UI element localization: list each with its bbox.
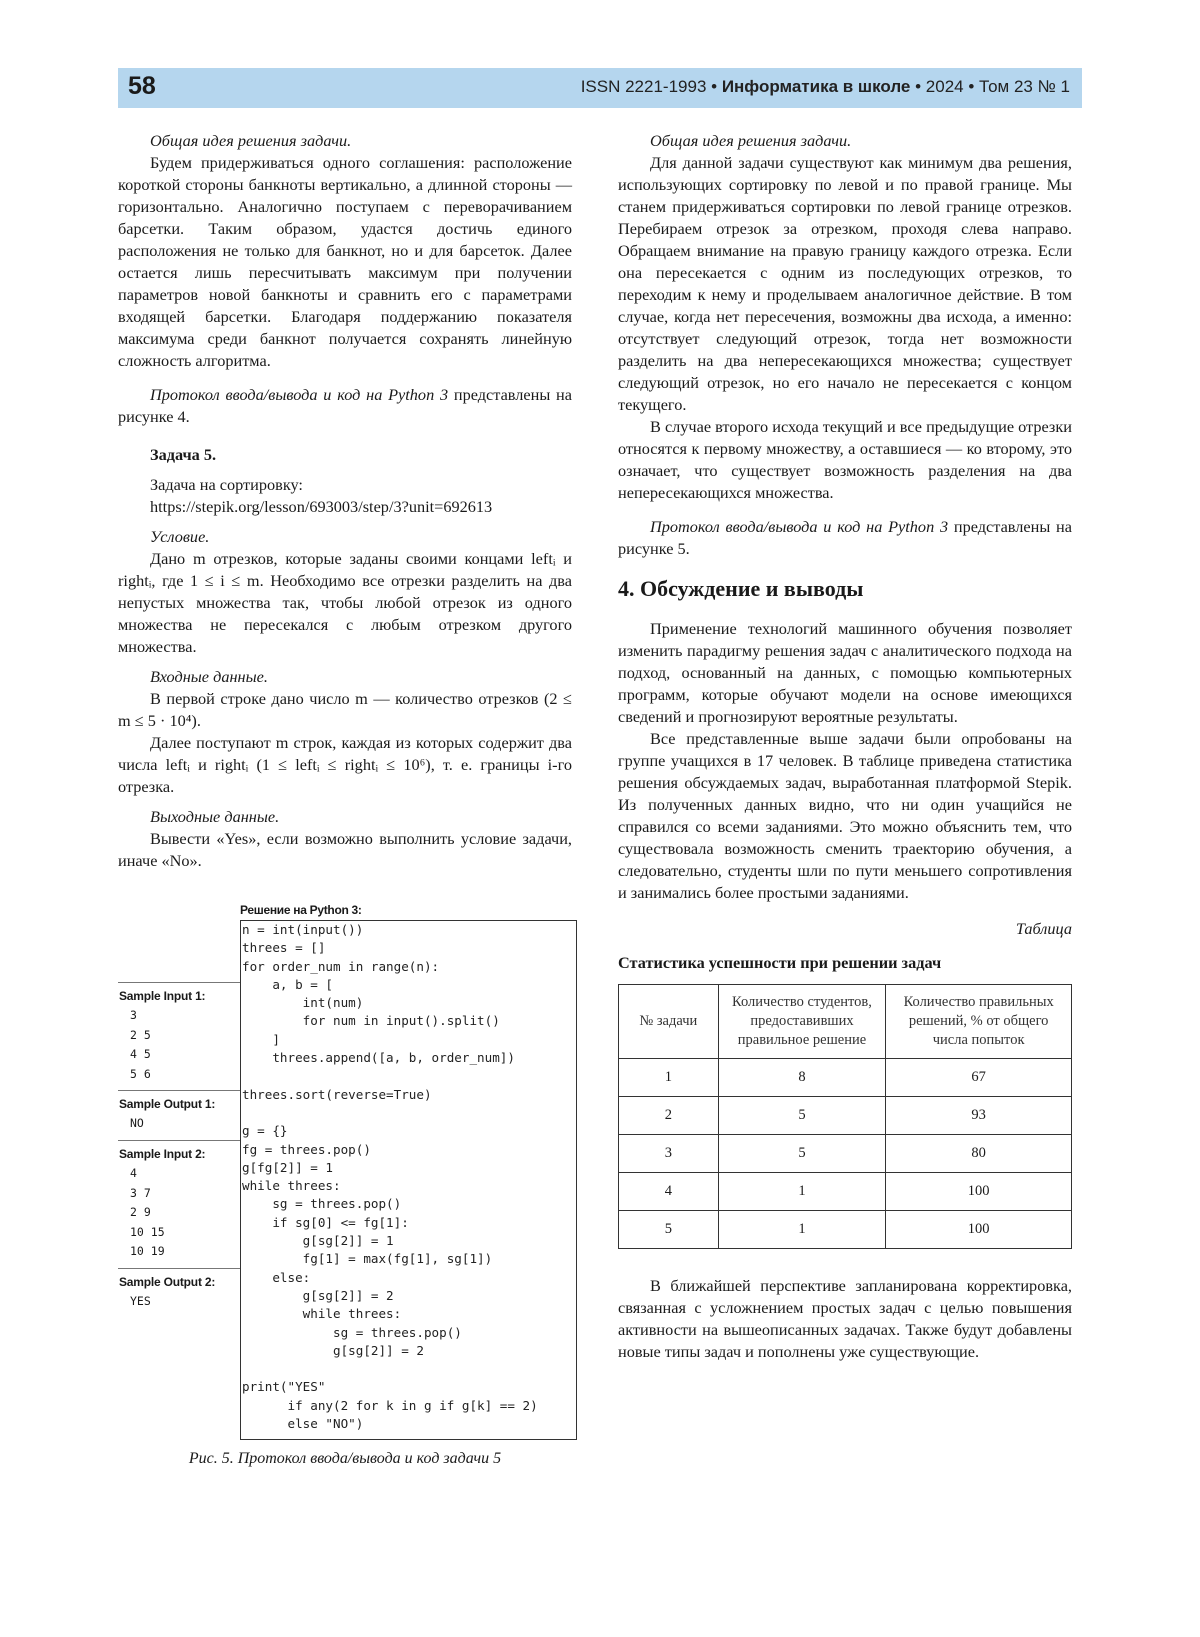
protocol-ref-italic: Протокол ввода/вывода и код на Python 3 (150, 385, 449, 404)
sample-text: NO (130, 1116, 144, 1130)
sample-output-2 (118, 1268, 240, 1312)
sample-output-1 (118, 1090, 240, 1134)
discussion-paragraph-2: Все представленные выше задачи были опробованы на группе учащихся в 17 человек. В таблице приведена статистика решения обсуждаемых задач, выработанная платформой Stepik. Из полученных данных видно, что ни один учащийся не справился со всеми заданиями. Это можно объяснить тем, что существовала возможность сменить траекторию обучения, а следовательно, студенты шли по пути меньшего сопротивления и занимались более простыми заданиями. (618, 729, 1072, 902)
page-header (118, 68, 1082, 108)
task-description: Задача на сортировку: (150, 475, 303, 494)
code-listing (240, 920, 577, 1440)
output-text: Вывести «Yes», если возможно выполнить условие задачи, иначе «No». (118, 829, 572, 870)
condition-text: Дано m отрезков, которые заданы своими концами leftᵢ и rightᵢ, где 1 ≤ i ≤ m. Необходимо все отрезки разделить на два непустых множества так, чтобы любой отрезок из одного множества не пересекался с любым отрезком другого множества. (118, 549, 572, 656)
task-url[interactable]: https://stepik.org/lesson/693003/step/3?unit=692613 (150, 497, 493, 516)
discussion-paragraph-3: В ближайшей перспективе запланирована корректировка, связанная с усложнением простых задач с целью повышения активности на вышеописанных задачах. Также будут добавлены новые типы задач и пополнены уже существующие. (618, 1276, 1072, 1361)
journal-volume: Том 23 № 1 (979, 77, 1070, 96)
table-cell: 93 (886, 1097, 1072, 1135)
table-cell: 100 (886, 1173, 1072, 1211)
journal-year: 2024 (925, 77, 964, 96)
journal-info: ISSN 2221-1993 • Информатика в школе • 2024 • Том 23 № 1 (580, 77, 1070, 96)
solution-idea-heading: Общая идея решения задачи. (150, 131, 352, 150)
solution-idea-text-2: В случае второго исхода текущий и все предыдущие отрезки относятся к первому множеству, а оставшиеся — ко второму, это означает, что существует возможность разделения на два непересекающихся множества. (618, 417, 1072, 502)
output-heading: Выходные данные. (150, 807, 280, 826)
table-cell: 100 (886, 1211, 1072, 1249)
sample-label: Sample Input 2: (119, 1147, 206, 1161)
figure-title: Решение на Python 3: (240, 903, 362, 917)
table-row (619, 1059, 1072, 1097)
discussion-paragraph-1: Применение технологий машинного обучения позволяет изменить парадигму решения задач с аналитического подхода на подход, основанный на данных, с помощью компьютерных программ, которые обучают модели на основе имеющихся сведений и прогнозируют вероятные результаты. (618, 619, 1072, 726)
table-header-cell: Количество правильных решений, % от общего числа попыток (886, 985, 1072, 1059)
stats-table (618, 984, 1072, 1249)
sample-text: 3 2 5 4 5 5 6 (130, 1008, 151, 1081)
sample-label: Sample Input 1: (119, 989, 206, 1003)
figure-caption: Рис. 5. Протокол ввода/вывода и код задачи 5 (188, 1450, 502, 1467)
table-cell: 8 (718, 1059, 886, 1097)
left-column (118, 130, 572, 872)
table-header-row (619, 985, 1072, 1059)
journal-title: Информатика в школе (721, 77, 911, 96)
issn: ISSN 2221-1993 (580, 77, 707, 96)
sample-input-2 (118, 1140, 240, 1262)
table-header-cell: Количество студентов, предоставивших правильное решение (718, 985, 886, 1059)
protocol-ref (618, 516, 1072, 560)
sample-input-1 (118, 982, 240, 1084)
table-cell: 5 (718, 1135, 886, 1173)
table-cell: 2 (619, 1097, 719, 1135)
protocol-ref-rest: представлены на рисунке 5. (618, 517, 1072, 558)
protocol-ref (118, 384, 572, 428)
table-cell: 80 (886, 1135, 1072, 1173)
solution-idea-heading: Общая идея решения задачи. (650, 131, 852, 150)
input-text-2: Далее поступают m строк, каждая из которых содержит два числа leftᵢ и rightᵢ (1 ≤ leftᵢ ≤ rightᵢ ≤ 10⁶), т. е. границы i-го отрезка. (118, 733, 572, 796)
section-title: 4. Обсуждение и выводы (618, 576, 864, 601)
input-text-1: В первой строке дано число m — количество отрезков (2 ≤ m ≤ 5 · 10⁴). (118, 689, 572, 730)
table-cell: 4 (619, 1173, 719, 1211)
table-row (619, 1135, 1072, 1173)
table-cell: 1 (619, 1059, 719, 1097)
page-number: 58 (128, 72, 156, 100)
input-heading: Входные данные. (150, 667, 268, 686)
table-cell: 5 (619, 1211, 719, 1249)
table-row (619, 1211, 1072, 1249)
table-row (619, 1097, 1072, 1135)
table-cell: 1 (718, 1211, 886, 1249)
table-cell: 67 (886, 1059, 1072, 1097)
condition-heading: Условие. (150, 527, 210, 546)
sample-label: Sample Output 2: (119, 1275, 216, 1289)
sample-text: YES (130, 1294, 151, 1308)
table-cell: 1 (718, 1173, 886, 1211)
table-cell: 3 (619, 1135, 719, 1173)
table-title: Статистика успешности при решении задач (618, 953, 942, 972)
solution-idea-text: Будем придерживаться одного соглашения: расположение короткой стороны банкноты вертикально, а длинной стороны — горизонтально. Аналогично поступаем с переворачиванием барсетки. Таким образом, удастся достичь единого расположения не только для банкнот, но и для барсеток. Далее остается лишь пересчитывать максимум при получении параметров новой банкноты и сравнить его с параметрами входящей барсетки. Благодаря поддержанию показателя максимума среди банкнот получается сохранять линейную сложность алгоритма. (118, 153, 572, 370)
protocol-ref-italic: Протокол ввода/вывода и код на Python 3 (650, 517, 949, 536)
task-title: Задача 5. (150, 445, 217, 464)
solution-idea-text: Для данной задачи существуют как минимум два решения, использующих сортировку по левой и по правой границе. Мы станем придерживаться сортировки по левой границе отрезков. Перебираем отрезок за отрезком, проходя слева направо. Обращаем внимание на правую границу каждого отрезка. Если она пересекается с одним из последующих отрезков, то переходим к нему и проделываем аналогичное действие. В том случае, когда нет пересечения, возможны два исхода, а именно: отсутствует следующий отрезок, тогда нет возможности разделить на два непересекающихся множества; существует следующий отрезок, но его начало не пересекается с концом текущего. (618, 153, 1072, 414)
protocol-ref-rest: представлены на рисунке 4. (118, 385, 572, 426)
sample-label: Sample Output 1: (119, 1097, 216, 1111)
python-code: n = int(input()) threes = [] for order_num in range(n): a, b = [ int(num) for num in input().split() ] threes.append([a, b, order_num]) threes.sort(reverse=True) g = {} fg = threes.pop() g[fg[2]] = 1 while threes: sg = threes.pop() if sg[0] <= fg[1]: g[sg[2]] = 1 fg[1] = max(fg[1], sg[1]) else: g[sg[2]] = 2 while threes: sg = threes.pop() g[sg[2]] = 2 print("YES" if any(2 for k in g if g[k] == 2) else "NO") (242, 922, 538, 1432)
table-label: Таблица (1015, 919, 1072, 938)
right-column (618, 130, 1072, 1363)
sample-text: 4 3 7 2 9 10 15 10 19 (130, 1166, 165, 1258)
table-header-cell: № задачи (619, 985, 719, 1059)
table-row (619, 1173, 1072, 1211)
table-cell: 5 (718, 1097, 886, 1135)
